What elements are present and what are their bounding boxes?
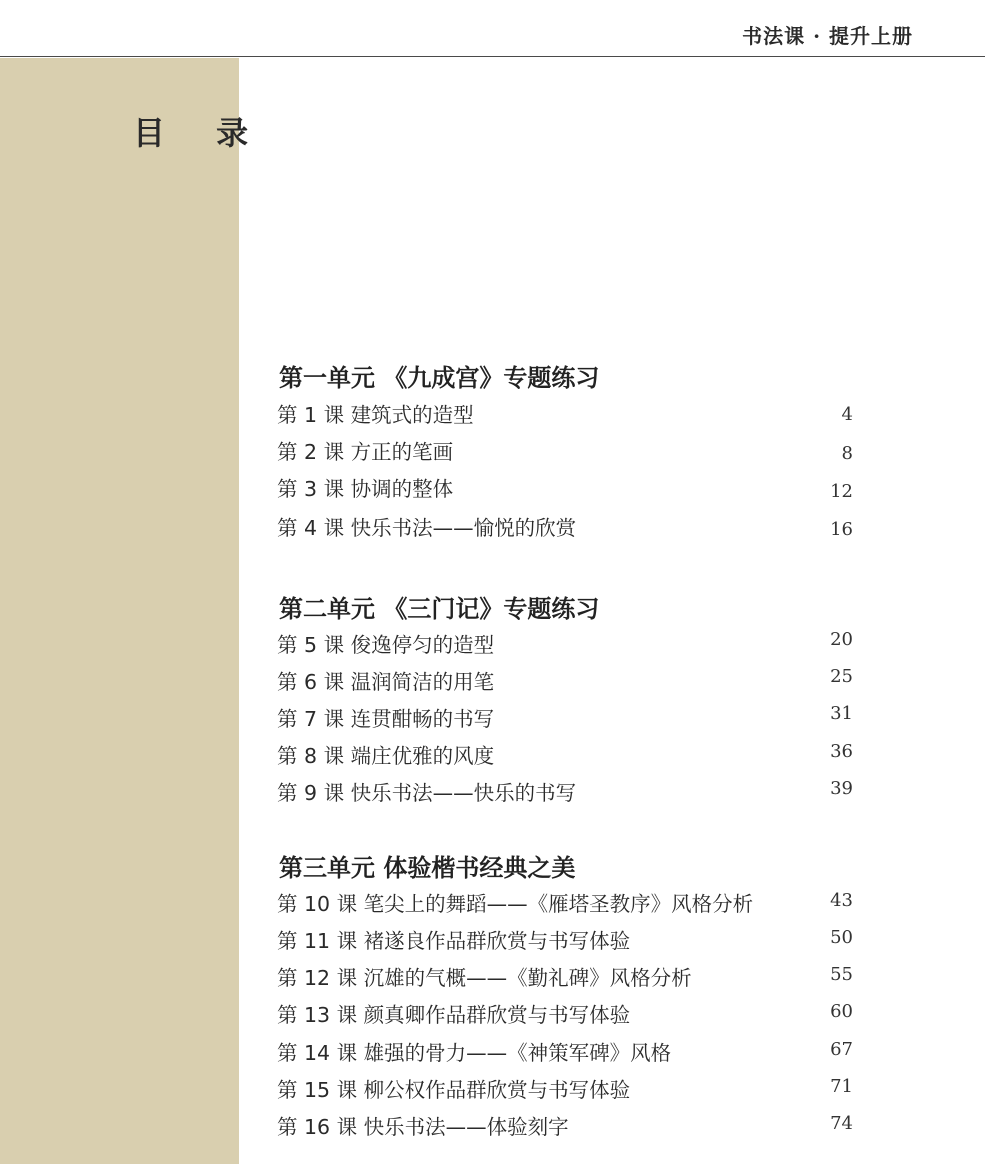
page-number: 20 <box>830 629 853 650</box>
page-number: 8 <box>841 443 853 464</box>
toc-entry[interactable] <box>277 961 857 991</box>
page-number: 50 <box>830 927 853 948</box>
unit-title-1: 第一单元 《九成宫》专题练习 <box>279 363 600 392</box>
unit-title-3: 第三单元 体验楷书经典之美 <box>279 853 576 882</box>
lesson-label: 第 11 课 褚遂良作品群欣赏与书写体验 <box>277 929 631 953</box>
page-number: 16 <box>830 519 853 540</box>
page-number: 4 <box>841 404 853 425</box>
toc-entry[interactable] <box>277 472 857 502</box>
page-number: 39 <box>830 778 853 799</box>
toc-entry[interactable] <box>277 665 857 695</box>
book-title: 书法课 · 提升上册 <box>742 24 913 48</box>
page-number: 12 <box>830 481 853 502</box>
page-number: 43 <box>830 890 853 911</box>
header-rule <box>0 56 985 57</box>
toc-entry[interactable] <box>277 924 857 954</box>
lesson-label: 第 8 课 端庄优雅的风度 <box>277 744 495 768</box>
toc-entry[interactable] <box>277 702 857 732</box>
toc-entry[interactable] <box>277 1036 857 1066</box>
lesson-label: 第 1 课 建筑式的造型 <box>277 403 474 427</box>
page-number: 60 <box>830 1001 853 1022</box>
page-number: 71 <box>830 1076 853 1097</box>
toc-entry[interactable] <box>277 435 857 465</box>
lesson-label: 第 3 课 协调的整体 <box>277 477 454 501</box>
lesson-label: 第 16 课 快乐书法——体验刻字 <box>277 1115 569 1139</box>
lesson-label: 第 10 课 笔尖上的舞蹈——《雁塔圣教序》风格分析 <box>277 892 754 916</box>
lesson-label: 第 13 课 颜真卿作品群欣赏与书写体验 <box>277 1003 631 1027</box>
lesson-label: 第 9 课 快乐书法——快乐的书写 <box>277 781 577 805</box>
lesson-label: 第 7 课 连贯酣畅的书写 <box>277 707 495 731</box>
page-number: 55 <box>830 964 853 985</box>
page-number: 36 <box>830 741 853 762</box>
sidebar-band <box>0 58 239 1164</box>
toc-entry[interactable] <box>277 776 857 806</box>
page-number: 31 <box>830 703 853 724</box>
toc-entry[interactable] <box>277 887 857 917</box>
unit-title-2: 第二单元 《三门记》专题练习 <box>279 594 600 623</box>
lesson-label: 第 15 课 柳公权作品群欣赏与书写体验 <box>277 1078 631 1102</box>
lesson-label: 第 2 课 方正的笔画 <box>277 440 454 464</box>
page-number: 25 <box>830 666 853 687</box>
lesson-label: 第 6 课 温润简洁的用笔 <box>277 670 495 694</box>
lesson-label: 第 4 课 快乐书法——愉悦的欣赏 <box>277 516 577 540</box>
toc-entry[interactable] <box>277 1073 857 1103</box>
toc-entry[interactable] <box>277 398 857 428</box>
lesson-label: 第 5 课 俊逸停匀的造型 <box>277 633 495 657</box>
toc-entry[interactable] <box>277 628 857 658</box>
toc-entry[interactable] <box>277 511 857 541</box>
lesson-label: 第 12 课 沉雄的气概——《勤礼碑》风格分析 <box>277 966 692 990</box>
toc-entry[interactable] <box>277 998 857 1028</box>
lesson-label: 第 14 课 雄强的骨力——《神策军碑》风格 <box>277 1041 672 1065</box>
page-number: 67 <box>830 1039 853 1060</box>
toc-entry[interactable] <box>277 1110 857 1140</box>
page-number: 74 <box>830 1113 853 1134</box>
toc-entry[interactable] <box>277 739 857 769</box>
toc-title: 目 录 <box>133 114 269 152</box>
